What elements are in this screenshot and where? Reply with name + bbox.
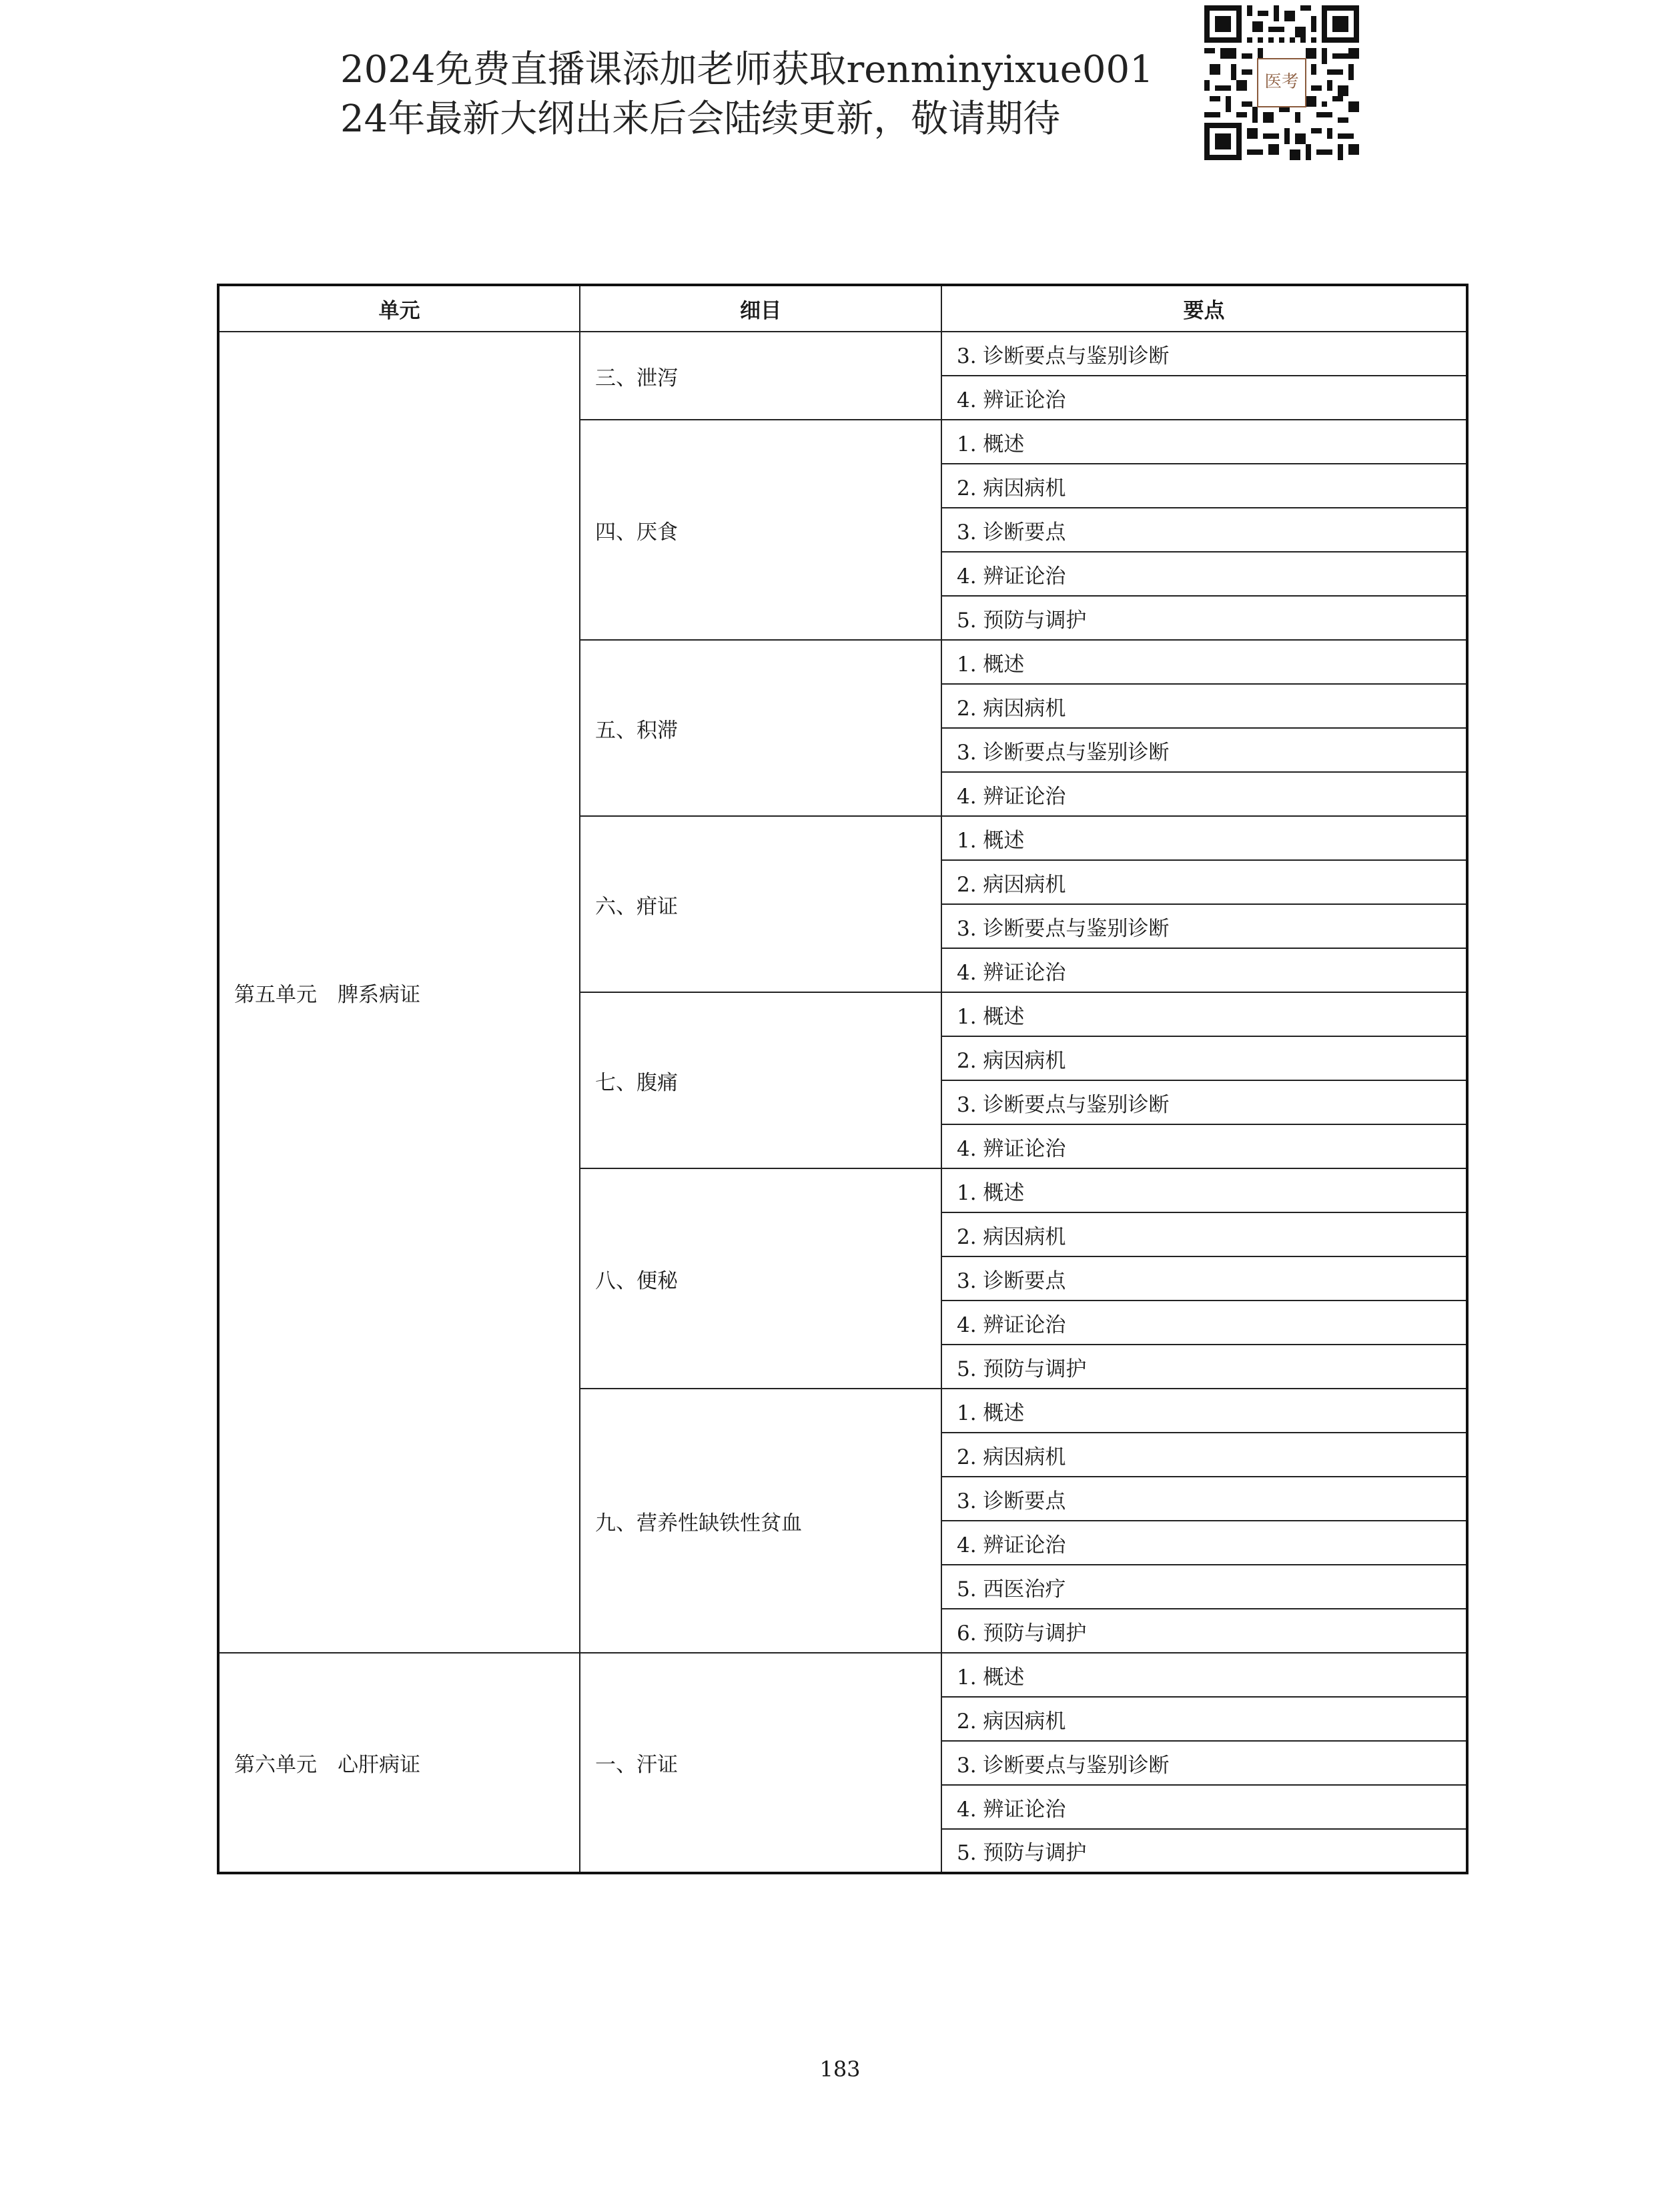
point-cell: 4. 辨证论治 <box>941 948 1467 992</box>
point-cell: 5. 西医治疗 <box>941 1565 1467 1609</box>
promo-banner <box>340 45 1154 144</box>
point-cell: 3. 诊断要点与鉴别诊断 <box>941 728 1467 772</box>
point-cell: 3. 诊断要点 <box>941 1477 1467 1521</box>
point-cell: 5. 预防与调护 <box>941 1345 1467 1389</box>
item-cell: 四、厌食 <box>580 420 941 640</box>
table-row <box>218 332 1467 376</box>
point-cell: 4. 辨证论治 <box>941 552 1467 596</box>
point-cell: 4. 辨证论治 <box>941 1124 1467 1168</box>
header-points: 要点 <box>941 285 1467 332</box>
item-cell: 一、汗证 <box>580 1653 941 1873</box>
point-cell: 3. 诊断要点与鉴别诊断 <box>941 1080 1467 1124</box>
point-cell: 3. 诊断要点 <box>941 508 1467 552</box>
point-cell: 1. 概述 <box>941 1168 1467 1212</box>
header-unit: 单元 <box>218 285 580 332</box>
point-cell: 3. 诊断要点与鉴别诊断 <box>941 1741 1467 1785</box>
table-row <box>218 1653 1467 1697</box>
qr-code-image <box>1204 5 1359 160</box>
item-cell: 六、疳证 <box>580 816 941 992</box>
point-cell: 1. 概述 <box>941 1389 1467 1433</box>
table-header-row <box>218 285 1467 332</box>
banner-line-1: 2024免费直播课添加老师获取renminyixue001 <box>340 48 1154 91</box>
point-cell: 6. 预防与调护 <box>941 1609 1467 1653</box>
point-cell: 4. 辨证论治 <box>941 1521 1467 1565</box>
syllabus-table <box>217 284 1468 1874</box>
point-cell: 2. 病因病机 <box>941 860 1467 904</box>
point-cell: 2. 病因病机 <box>941 1212 1467 1256</box>
point-cell: 4. 辨证论治 <box>941 1785 1467 1829</box>
point-cell: 5. 预防与调护 <box>941 1829 1467 1873</box>
point-cell: 1. 概述 <box>941 420 1467 464</box>
point-cell: 1. 概述 <box>941 1653 1467 1697</box>
point-cell: 2. 病因病机 <box>941 684 1467 728</box>
point-cell: 2. 病因病机 <box>941 1036 1467 1080</box>
point-cell: 4. 辨证论治 <box>941 1301 1467 1345</box>
point-cell: 3. 诊断要点 <box>941 1256 1467 1301</box>
point-cell: 1. 概述 <box>941 816 1467 860</box>
item-cell: 三、泄泻 <box>580 332 941 420</box>
point-cell: 2. 病因病机 <box>941 1433 1467 1477</box>
point-cell: 2. 病因病机 <box>941 464 1467 508</box>
item-cell: 九、营养性缺铁性贫血 <box>580 1389 941 1653</box>
point-cell: 1. 概述 <box>941 992 1467 1036</box>
item-cell: 五、积滞 <box>580 640 941 816</box>
point-cell: 1. 概述 <box>941 640 1467 684</box>
item-cell: 七、腹痛 <box>580 992 941 1168</box>
table-body <box>218 332 1467 1873</box>
point-cell: 4. 辨证论治 <box>941 772 1467 816</box>
page-number: 183 <box>819 2057 861 2082</box>
point-cell: 5. 预防与调护 <box>941 596 1467 640</box>
item-cell: 八、便秘 <box>580 1168 941 1389</box>
header-item: 细目 <box>580 285 941 332</box>
unit-cell: 第六单元 心肝病证 <box>218 1653 580 1873</box>
unit-cell: 第五单元 脾系病证 <box>218 332 580 1653</box>
point-cell: 4. 辨证论治 <box>941 376 1467 420</box>
qr-logo-text: 医考 <box>1264 71 1299 92</box>
point-cell: 3. 诊断要点与鉴别诊断 <box>941 904 1467 948</box>
banner-line-2: 24年最新大纲出来后会陆续更新，敬请期待 <box>340 97 1061 141</box>
point-cell: 2. 病因病机 <box>941 1697 1467 1741</box>
point-cell: 3. 诊断要点与鉴别诊断 <box>941 332 1467 376</box>
